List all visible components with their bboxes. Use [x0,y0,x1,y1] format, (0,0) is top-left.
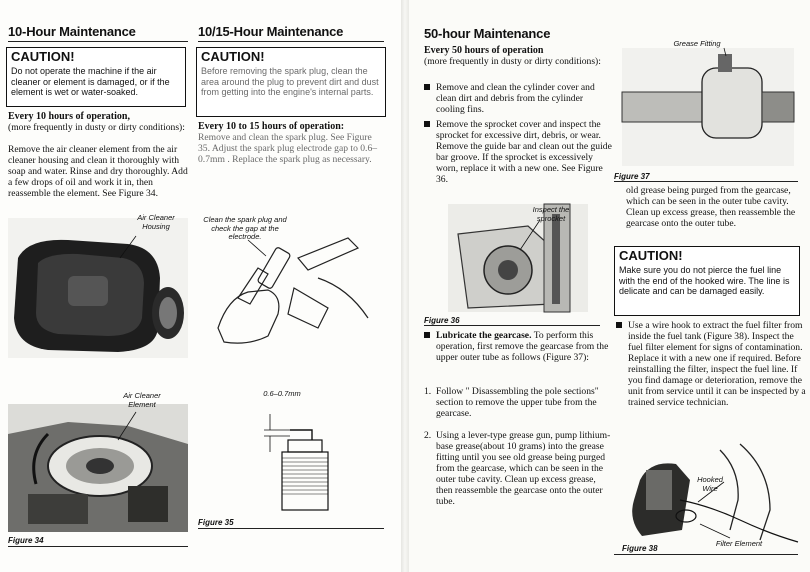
bullet-square-icon [424,121,430,127]
col2-heading: 10/15-Hour Maintenance [198,24,344,39]
bullet-square-icon [424,84,430,90]
col3-bullet-cylinder [424,82,612,115]
col3-bullet2-text: Remove the sprocket cover and inspect the sprocket for excessive dirt, debris, or wear. Remove the guide bar and clean out the guide bar groove. If the sprocket is excessively worn, replace it with a new one. See Figure 36. [436,119,612,185]
col1-heading-rule [8,41,188,42]
col2-caution-box [196,47,386,117]
col1-caution-title: CAUTION! [11,49,75,64]
col1-subhead: Every 10 hours of operation, [8,111,130,122]
col4-bottom-rule [614,554,798,555]
grease-fitting-illustration [622,48,794,166]
col4-caution-title: CAUTION! [619,248,683,263]
col2-subhead: Every 10 to 15 hours of operation: [198,121,345,132]
spark-plug-gap-illustration [230,400,370,512]
air-cleaner-housing-illustration [8,218,188,358]
col1-heading: 10-Hour Maintenance [8,24,136,39]
col3-figure36-rule [424,325,600,326]
col1-caution-body: Do not operate the machine if the air cleaner or element is damaged, or if the element is wet or water-soaked. [11,66,170,97]
col3-bullet-gearcase [424,330,610,363]
col3-heading: 50-hour Maintenance [424,26,551,41]
col3-step-1 [424,386,612,419]
col2-caution-title: CAUTION! [201,49,265,64]
col4-caution-body: Make sure you do not pierce the fuel line with the end of the hooked wire. The line is delicate and can be damaged easily. [619,265,790,296]
col3-subhead: Every 50 hours of operation [424,45,544,56]
step-1-number: 1. [424,386,432,397]
col1-bottom-rule [8,546,188,547]
callout-hooked-wire: Hooked Wire [697,475,723,493]
book-gutter [401,0,409,572]
figure-34-label: Figure 34 [8,536,44,545]
step-1-text: Follow " Disassembling the pole sections" section to remove the upper tube from the gearcase. [436,386,599,419]
col1-sub-note: (more frequently in dusty or dirty conditions): [8,122,185,133]
fuel-filter-illustration [620,440,800,546]
callout-inspect-sprocket: Inspect the sprocket [532,205,570,223]
col1-body: Remove the air cleaner element from the air cleaner housing and clean it thoroughly with soap and water. Rinse and dry thoroughly. Add a few drops of oil and work it in, then reassemble the element. See Figure 34. [8,144,188,199]
col3-bullet1-text: Remove and clean the cylinder cover and clean dirt and debris from the cylinder cooling fins. [436,82,595,115]
callout-electrode-gap: 0.6–0.7mm [263,389,301,398]
callout-grease-fitting: Grease Fitting [673,39,721,48]
col3-sub-note: (more frequently in dusty or dirty conditions): [424,56,601,67]
bullet-square-icon [616,322,622,328]
col1-caution-box [6,47,186,107]
air-cleaner-element-illustration [8,404,188,532]
figure-38-label: Figure 38 [622,544,658,553]
callout-air-cleaner-housing: Air Cleaner Housing [137,213,175,231]
col4-figure37-rule [614,181,798,182]
callout-filter-element: Filter Element [715,539,763,548]
callout-clean-spark-plug: Clean the spark plug and check the gap at the electrode. [203,215,287,241]
bullet-square-icon [424,332,430,338]
figure-35-label: Figure 35 [198,518,234,527]
figure-37-label: Figure 37 [614,172,650,181]
col4-continued-text: old grease being purged from the gearcase, which can be seen in the outer tube cavity. Clean up excess grease, then reassemble the gearcase onto the outer tube. [626,185,796,229]
col2-heading-rule [198,41,384,42]
col4-caution-box [614,246,800,316]
col4-bullet-text: Use a wire hook to extract the fuel filter from inside the fuel tank (Figure 38). Inspect the fuel filter element for signs of contamination. Replace it with a new one if required. Before reinstalling the filter, inspect the fuel line. If you find damage or deterioration, remove the unit from service until it can be inspected by a trained service technician. [628,320,806,408]
step-2-number: 2. [424,430,432,441]
col2-bottom-rule [198,528,384,529]
col3-step-2 [424,430,614,507]
col2-caution-body: Before removing the spark plug, clean the area around the plug to prevent dirt and dust from getting into the engine's internal parts. [201,66,379,97]
col3-bullet-sprocket [424,119,612,185]
figure-36-label: Figure 36 [424,316,460,325]
col4-bullet-fuel-filter [616,320,810,408]
step-2-text: Using a lever-type grease gun, pump lithium-base grease(about 10 grams) into the grease fitting until you see old grease being purged from the gearcase, which can be seen in the outer tube cavity. Clean up excess grease, then reassemble the gearcase onto the outer tube. [436,430,611,507]
callout-air-cleaner-element: Air Cleaner Element [123,391,161,409]
col3-gearcase-bold: Lubricate the gearcase. [436,330,532,341]
col2-body: Remove and clean the spark plug. See Figure 35. Adjust the spark plug electrode gap to 0.6–0.7mm . Replace the spark plug as necessary. [198,132,378,165]
col3-gearcase-text: To perform this operation, first remove the gearcase from the upper outer tube as follows (Figure 37): [436,330,609,363]
